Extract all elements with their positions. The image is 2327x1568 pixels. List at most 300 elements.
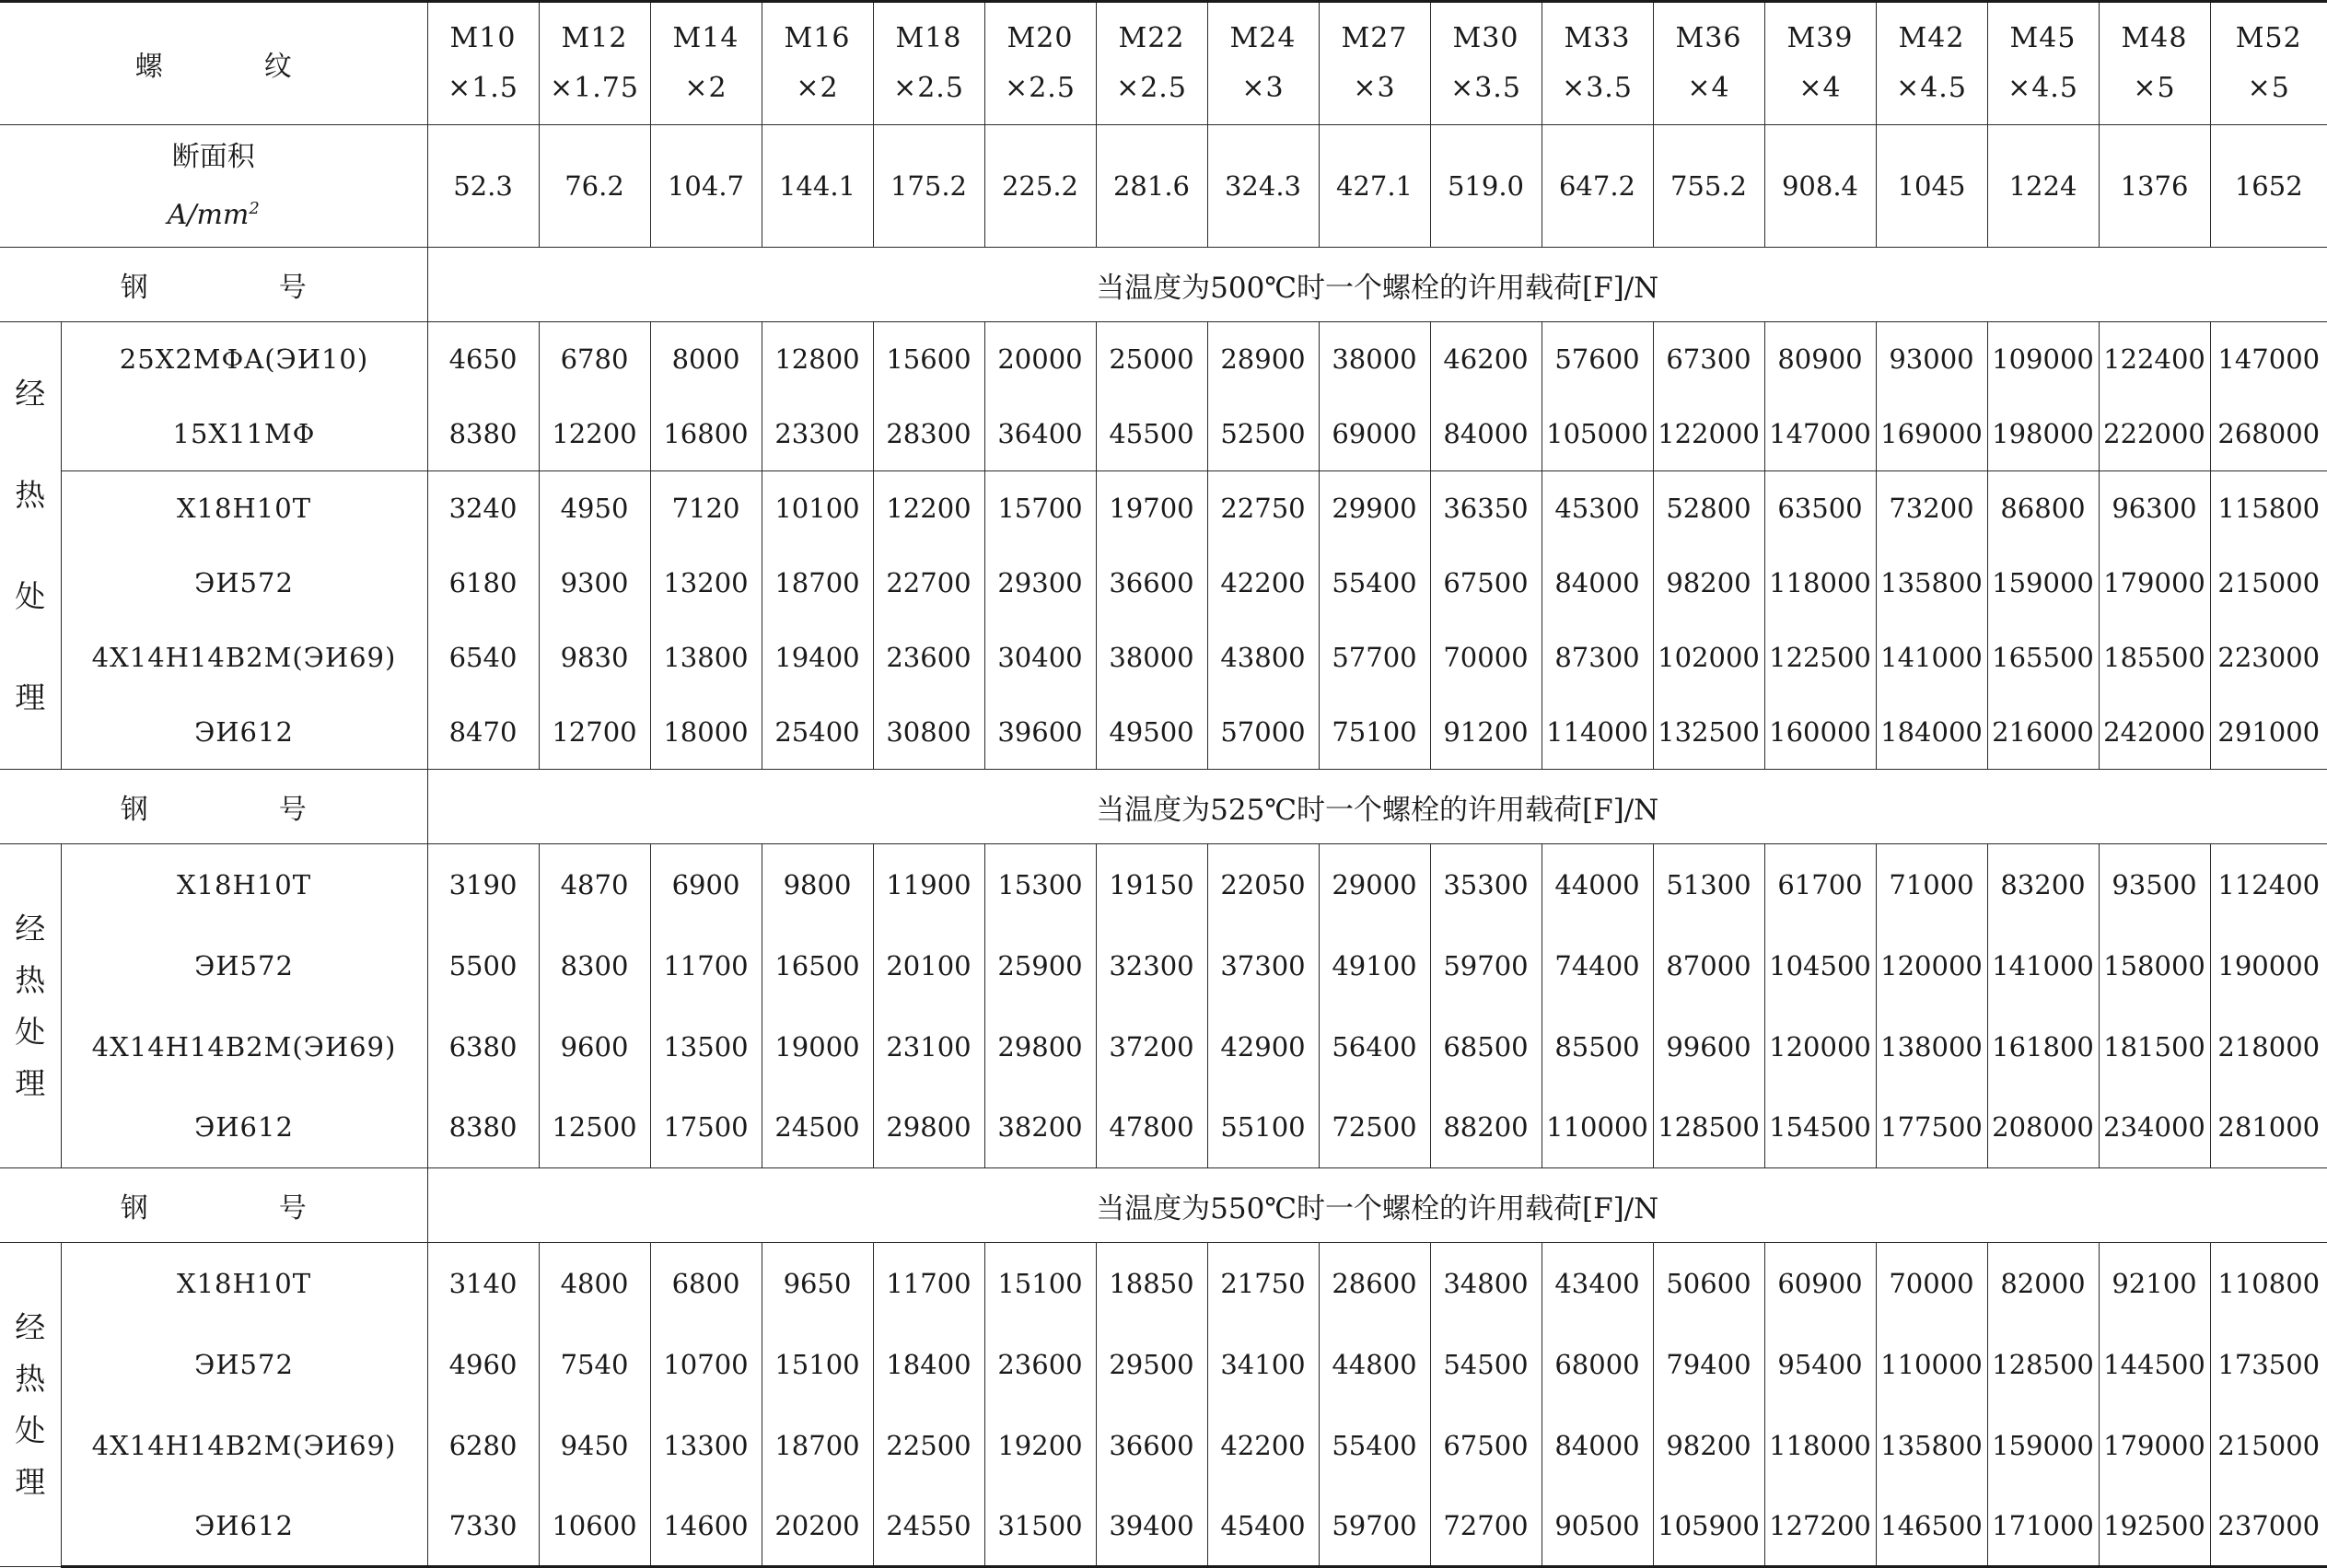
thread-size: M52	[2211, 14, 2327, 64]
load-value: 291000	[2210, 695, 2327, 770]
load-value: 13800	[650, 621, 762, 695]
load-value: 31500	[984, 1486, 1096, 1567]
load-value: 70000	[1430, 621, 1542, 695]
load-value: 28900	[1207, 322, 1319, 397]
thread-size: M48	[2100, 14, 2210, 64]
load-value: 18700	[762, 546, 873, 621]
area-label-unit	[0, 183, 427, 241]
load-value: 9800	[762, 844, 873, 925]
load-value: 37200	[1096, 1006, 1207, 1087]
load-value: 192500	[2099, 1486, 2210, 1567]
load-value: 18700	[762, 1405, 873, 1486]
load-value: 3240	[427, 471, 539, 546]
thread-pitch: ×2	[762, 64, 873, 113]
load-value: 55400	[1319, 1405, 1430, 1486]
load-value: 59700	[1319, 1486, 1430, 1567]
load-value: 34100	[1207, 1324, 1319, 1405]
load-value: 128500	[1987, 1324, 2099, 1405]
load-value: 42200	[1207, 546, 1319, 621]
load-value: 21750	[1207, 1243, 1319, 1324]
thread-size-cell	[427, 2, 539, 125]
heat-treatment-char: 理	[0, 1058, 61, 1109]
load-value: 135800	[1876, 1405, 1987, 1486]
load-value: 128500	[1653, 1087, 1764, 1168]
heat-treatment-char: 理	[0, 1457, 61, 1508]
area-unit-exponent: 2	[249, 199, 259, 218]
thread-pitch: ×4	[1765, 64, 1876, 113]
load-value: 74400	[1542, 925, 1653, 1006]
load-value: 216000	[1987, 695, 2099, 770]
load-value: 57700	[1319, 621, 1430, 695]
load-value: 154500	[1764, 1087, 1876, 1168]
load-value: 11700	[650, 925, 762, 1006]
thread-size: M27	[1320, 14, 1430, 64]
load-value: 10700	[650, 1324, 762, 1405]
load-value: 52500	[1207, 397, 1319, 471]
area-value: 1224	[1987, 125, 2099, 248]
table-row	[0, 621, 2327, 695]
load-value: 18400	[873, 1324, 984, 1405]
steel-grade: 4X14H14B2M(ЭИ69)	[61, 1006, 427, 1087]
load-value: 54500	[1430, 1324, 1542, 1405]
heat-treatment-label	[0, 1243, 61, 1567]
thread-pitch: ×3	[1320, 64, 1430, 113]
load-value: 19000	[762, 1006, 873, 1087]
thread-size-cell	[2210, 2, 2327, 125]
area-value: 427.1	[1319, 125, 1430, 248]
load-value: 215000	[2210, 1405, 2327, 1486]
load-value: 45400	[1207, 1486, 1319, 1567]
steel-grade: 25X2MΦA(ЭИ10)	[61, 322, 427, 397]
steel-grade: ЭИ572	[61, 1324, 427, 1405]
load-value: 55100	[1207, 1087, 1319, 1168]
thread-label: 螺 纹	[0, 2, 427, 125]
load-value: 39400	[1096, 1486, 1207, 1567]
section-title: 当温度为525℃时一个螺栓的许用载荷[F]/N	[427, 770, 2327, 844]
load-value: 23300	[762, 397, 873, 471]
load-value: 24550	[873, 1486, 984, 1567]
load-value: 147000	[2210, 322, 2327, 397]
load-value: 16800	[650, 397, 762, 471]
thread-size: M24	[1208, 14, 1319, 64]
thread-pitch: ×1.5	[428, 64, 539, 113]
table-row	[0, 546, 2327, 621]
load-value: 102000	[1653, 621, 1764, 695]
load-value: 138000	[1876, 1006, 1987, 1087]
load-value: 22500	[873, 1405, 984, 1486]
steel-grade: X18H10T	[61, 471, 427, 546]
load-value: 17500	[650, 1087, 762, 1168]
load-value: 88200	[1430, 1087, 1542, 1168]
load-value: 84000	[1542, 546, 1653, 621]
load-value: 29800	[873, 1087, 984, 1168]
area-value: 225.2	[984, 125, 1096, 248]
load-value: 20000	[984, 322, 1096, 397]
load-value: 25900	[984, 925, 1096, 1006]
load-value: 4870	[539, 844, 650, 925]
load-value: 29000	[1319, 844, 1430, 925]
load-value: 67500	[1430, 546, 1542, 621]
load-value: 135800	[1876, 546, 1987, 621]
load-value: 69000	[1319, 397, 1430, 471]
thread-size: M36	[1654, 14, 1764, 64]
load-value: 223000	[2210, 621, 2327, 695]
steel-grade: 4X14H14B2M(ЭИ69)	[61, 1405, 427, 1486]
load-value: 75100	[1319, 695, 1430, 770]
load-value: 8380	[427, 397, 539, 471]
load-value: 42200	[1207, 1405, 1319, 1486]
thread-size-cell	[2099, 2, 2210, 125]
load-value: 7330	[427, 1486, 539, 1567]
thread-size-cell	[1542, 2, 1653, 125]
load-value: 19150	[1096, 844, 1207, 925]
load-value: 12500	[539, 1087, 650, 1168]
thread-pitch: ×3	[1208, 64, 1319, 113]
load-value: 22700	[873, 546, 984, 621]
load-value: 86800	[1987, 471, 2099, 546]
load-value: 19700	[1096, 471, 1207, 546]
load-value: 50600	[1653, 1243, 1764, 1324]
load-value: 24500	[762, 1087, 873, 1168]
load-value: 51300	[1653, 844, 1764, 925]
thread-size-cell	[1319, 2, 1430, 125]
steel-grade-label: 钢 号	[0, 248, 427, 322]
thread-pitch: ×1.75	[540, 64, 650, 113]
load-value: 173500	[2210, 1324, 2327, 1405]
thread-size: M42	[1877, 14, 1987, 64]
heat-treatment-char: 经	[0, 343, 61, 445]
load-value: 9600	[539, 1006, 650, 1087]
load-value: 39600	[984, 695, 1096, 770]
area-value: 1652	[2210, 125, 2327, 248]
load-value: 22750	[1207, 471, 1319, 546]
load-value: 159000	[1987, 546, 2099, 621]
thread-pitch: ×5	[2211, 64, 2327, 113]
steel-grade: 4X14H14B2M(ЭИ69)	[61, 621, 427, 695]
load-value: 14600	[650, 1486, 762, 1567]
load-value: 118000	[1764, 1405, 1876, 1486]
area-value: 144.1	[762, 125, 873, 248]
load-value: 9830	[539, 621, 650, 695]
area-value: 281.6	[1096, 125, 1207, 248]
load-value: 18850	[1096, 1243, 1207, 1324]
load-value: 4800	[539, 1243, 650, 1324]
load-value: 15100	[984, 1243, 1096, 1324]
steel-grade-label: 钢 号	[0, 1168, 427, 1243]
load-value: 12200	[873, 471, 984, 546]
load-value: 43400	[1542, 1243, 1653, 1324]
load-value: 159000	[1987, 1405, 2099, 1486]
load-value: 146500	[1876, 1486, 1987, 1567]
load-value: 6800	[650, 1243, 762, 1324]
load-value: 22050	[1207, 844, 1319, 925]
load-value: 85500	[1542, 1006, 1653, 1087]
load-value: 36600	[1096, 546, 1207, 621]
load-value: 169000	[1876, 397, 1987, 471]
load-value: 96300	[2099, 471, 2210, 546]
steel-grade: ЭИ572	[61, 925, 427, 1006]
load-value: 8470	[427, 695, 539, 770]
thread-size: M33	[1542, 14, 1653, 64]
load-value: 122400	[2099, 322, 2210, 397]
load-value: 6780	[539, 322, 650, 397]
load-value: 91200	[1430, 695, 1542, 770]
heat-treatment-char: 处	[0, 1006, 61, 1058]
load-value: 234000	[2099, 1087, 2210, 1168]
load-value: 34800	[1430, 1243, 1542, 1324]
load-value: 99600	[1653, 1006, 1764, 1087]
load-value: 87000	[1653, 925, 1764, 1006]
section-header-row	[0, 770, 2327, 844]
load-value: 38000	[1096, 621, 1207, 695]
steel-grade: X18H10T	[61, 1243, 427, 1324]
thread-size-cell	[650, 2, 762, 125]
heat-treatment-char: 经	[0, 903, 61, 955]
load-value: 4960	[427, 1324, 539, 1405]
load-value: 98200	[1653, 1405, 1764, 1486]
load-value: 95400	[1764, 1324, 1876, 1405]
load-value: 72700	[1430, 1486, 1542, 1567]
load-value: 3190	[427, 844, 539, 925]
load-value: 185500	[2099, 621, 2210, 695]
load-value: 28300	[873, 397, 984, 471]
load-value: 105900	[1653, 1486, 1764, 1567]
load-value: 90500	[1542, 1486, 1653, 1567]
load-value: 120000	[1764, 1006, 1876, 1087]
load-value: 47800	[1096, 1087, 1207, 1168]
load-value: 104500	[1764, 925, 1876, 1006]
load-value: 218000	[2210, 1006, 2327, 1087]
load-value: 13500	[650, 1006, 762, 1087]
load-value: 52800	[1653, 471, 1764, 546]
load-value: 25000	[1096, 322, 1207, 397]
load-value: 177500	[1876, 1087, 1987, 1168]
load-value: 190000	[2210, 925, 2327, 1006]
thread-pitch: ×4.5	[1877, 64, 1987, 113]
thread-pitch: ×2.5	[874, 64, 984, 113]
load-value: 98200	[1653, 546, 1764, 621]
load-value: 132500	[1653, 695, 1764, 770]
load-value: 63500	[1764, 471, 1876, 546]
load-value: 222000	[2099, 397, 2210, 471]
load-value: 32300	[1096, 925, 1207, 1006]
load-value: 10600	[539, 1486, 650, 1567]
thread-size-cell	[1987, 2, 2099, 125]
load-value: 55400	[1319, 546, 1430, 621]
load-value: 73200	[1876, 471, 1987, 546]
load-value: 36350	[1430, 471, 1542, 546]
load-value: 46200	[1430, 322, 1542, 397]
load-value: 37300	[1207, 925, 1319, 1006]
load-value: 6900	[650, 844, 762, 925]
table-row	[0, 1486, 2327, 1567]
load-value: 23600	[984, 1324, 1096, 1405]
load-value: 122000	[1653, 397, 1764, 471]
load-value: 6540	[427, 621, 539, 695]
load-value: 16500	[762, 925, 873, 1006]
area-value: 519.0	[1430, 125, 1542, 248]
load-value: 49100	[1319, 925, 1430, 1006]
area-value: 76.2	[539, 125, 650, 248]
area-label	[0, 125, 427, 248]
area-value: 647.2	[1542, 125, 1653, 248]
area-value: 1045	[1876, 125, 1987, 248]
load-value: 147000	[1764, 397, 1876, 471]
load-value: 44800	[1319, 1324, 1430, 1405]
thread-size: M12	[540, 14, 650, 64]
thread-size: M18	[874, 14, 984, 64]
load-value: 109000	[1987, 322, 2099, 397]
load-value: 184000	[1876, 695, 1987, 770]
load-value: 60900	[1764, 1243, 1876, 1324]
load-value: 57600	[1542, 322, 1653, 397]
section-title: 当温度为550℃时一个螺栓的许用载荷[F]/N	[427, 1168, 2327, 1243]
load-value: 23100	[873, 1006, 984, 1087]
thread-size-cell	[873, 2, 984, 125]
area-unit-text: A/mm	[168, 199, 250, 231]
steel-grade: ЭИ572	[61, 546, 427, 621]
table-row	[0, 1405, 2327, 1486]
load-value: 87300	[1542, 621, 1653, 695]
table-row	[0, 397, 2327, 471]
load-value: 49500	[1096, 695, 1207, 770]
load-value: 161800	[1987, 1006, 2099, 1087]
thread-size-cell	[984, 2, 1096, 125]
heat-treatment-char: 热	[0, 445, 61, 546]
load-value: 42900	[1207, 1006, 1319, 1087]
area-value: 104.7	[650, 125, 762, 248]
load-value: 36600	[1096, 1405, 1207, 1486]
load-value: 11900	[873, 844, 984, 925]
load-value: 72500	[1319, 1087, 1430, 1168]
thread-size: M45	[1988, 14, 2099, 64]
load-value: 165500	[1987, 621, 2099, 695]
load-value: 67300	[1653, 322, 1764, 397]
steel-grade: 15X11MΦ	[61, 397, 427, 471]
table-row	[0, 322, 2327, 397]
heat-treatment-char: 理	[0, 647, 61, 749]
steel-grade: ЭИ612	[61, 1087, 427, 1168]
load-value: 110800	[2210, 1243, 2327, 1324]
load-value: 120000	[1876, 925, 1987, 1006]
load-value: 38200	[984, 1087, 1096, 1168]
load-value: 268000	[2210, 397, 2327, 471]
thread-size: M14	[651, 14, 762, 64]
load-value: 12200	[539, 397, 650, 471]
steel-grade-label: 钢 号	[0, 770, 427, 844]
load-value: 15100	[762, 1324, 873, 1405]
load-value: 179000	[2099, 1405, 2210, 1486]
heat-treatment-label	[0, 322, 61, 770]
load-value: 11700	[873, 1243, 984, 1324]
load-value: 8000	[650, 322, 762, 397]
load-value: 43800	[1207, 621, 1319, 695]
area-value: 1376	[2099, 125, 2210, 248]
section-title: 当温度为500℃时一个螺栓的许用载荷[F]/N	[427, 248, 2327, 322]
load-value: 23600	[873, 621, 984, 695]
thread-size: M39	[1765, 14, 1876, 64]
load-value: 5500	[427, 925, 539, 1006]
load-value: 9650	[762, 1243, 873, 1324]
load-value: 6380	[427, 1006, 539, 1087]
thread-pitch: ×3.5	[1542, 64, 1653, 113]
load-value: 114000	[1542, 695, 1653, 770]
load-value: 118000	[1764, 546, 1876, 621]
load-value: 45300	[1542, 471, 1653, 546]
heat-treatment-char: 热	[0, 955, 61, 1006]
load-value: 6180	[427, 546, 539, 621]
load-value: 36400	[984, 397, 1096, 471]
load-value: 13200	[650, 546, 762, 621]
table-row	[0, 844, 2327, 925]
load-value: 237000	[2210, 1486, 2327, 1567]
load-value: 83200	[1987, 844, 2099, 925]
table-row	[0, 1087, 2327, 1168]
load-value: 30800	[873, 695, 984, 770]
load-value: 80900	[1764, 322, 1876, 397]
load-value: 93500	[2099, 844, 2210, 925]
load-value: 84000	[1430, 397, 1542, 471]
table-row	[0, 471, 2327, 546]
load-value: 110000	[1542, 1087, 1653, 1168]
load-value: 19400	[762, 621, 873, 695]
heat-treatment-char: 处	[0, 546, 61, 647]
thread-size-cell	[539, 2, 650, 125]
load-value: 67500	[1430, 1405, 1542, 1486]
thread-size: M22	[1097, 14, 1207, 64]
load-value: 3140	[427, 1243, 539, 1324]
load-value: 242000	[2099, 695, 2210, 770]
load-value: 56400	[1319, 1006, 1430, 1087]
load-value: 29300	[984, 546, 1096, 621]
load-value: 9300	[539, 546, 650, 621]
thread-pitch: ×2.5	[1097, 64, 1207, 113]
load-value: 208000	[1987, 1087, 2099, 1168]
steel-grade: ЭИ612	[61, 1486, 427, 1567]
area-value: 755.2	[1653, 125, 1764, 248]
load-value: 12800	[762, 322, 873, 397]
load-value: 179000	[2099, 546, 2210, 621]
load-value: 20100	[873, 925, 984, 1006]
area-label-title: 断面积	[0, 132, 427, 183]
load-value: 15700	[984, 471, 1096, 546]
thread-size-cell	[762, 2, 873, 125]
load-value: 45500	[1096, 397, 1207, 471]
load-value: 215000	[2210, 546, 2327, 621]
load-value: 112400	[2210, 844, 2327, 925]
load-value: 13300	[650, 1405, 762, 1486]
load-value: 44000	[1542, 844, 1653, 925]
load-value: 9450	[539, 1405, 650, 1486]
table-row	[0, 695, 2327, 770]
load-value: 92100	[2099, 1243, 2210, 1324]
load-value: 15300	[984, 844, 1096, 925]
load-value: 7540	[539, 1324, 650, 1405]
load-value: 141000	[1876, 621, 1987, 695]
thread-size-cell	[1653, 2, 1764, 125]
table-row	[0, 1324, 2327, 1405]
table-row	[0, 1006, 2327, 1087]
thread-pitch: ×5	[2100, 64, 2210, 113]
heat-treatment-char: 经	[0, 1302, 61, 1353]
load-value: 18000	[650, 695, 762, 770]
load-value: 57000	[1207, 695, 1319, 770]
thread-size-cell	[1207, 2, 1319, 125]
load-value: 141000	[1987, 925, 2099, 1006]
load-value: 115800	[2210, 471, 2327, 546]
load-value: 19200	[984, 1405, 1096, 1486]
thread-size: M16	[762, 14, 873, 64]
